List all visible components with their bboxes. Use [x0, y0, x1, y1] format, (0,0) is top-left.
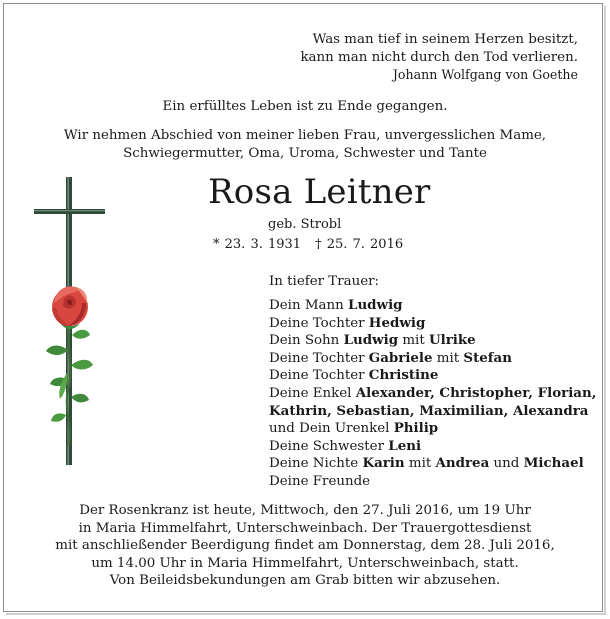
mourner-relation: Dein Mann — [269, 298, 349, 313]
mourner-relation: Deine Enkel — [269, 385, 356, 401]
mourner-relation: Deine Freunde — [269, 473, 371, 489]
mourner-relation: Dein Sohn — [269, 333, 344, 349]
mourners-list — [269, 297, 596, 491]
mourner-line — [269, 385, 596, 403]
mourner-line — [269, 403, 596, 421]
mourner-line — [269, 367, 596, 385]
mourner-relation: mit — [398, 333, 429, 349]
mourner-name: Stefan — [463, 349, 512, 366]
birth-date: * 23. 3. 1931 — [213, 237, 302, 252]
mourner-name: Alexander, Christopher, Florian, — [355, 384, 597, 401]
mourner-name: Andrea — [435, 455, 490, 472]
mourner-relation: und — [489, 456, 524, 472]
mourner-line — [269, 315, 596, 333]
intro-line-3: Schwiegermutter, Oma, Uroma, Schwester und Tante — [123, 146, 487, 161]
mourner-relation: mit — [432, 350, 464, 366]
cross-with-rose-image — [30, 175, 110, 474]
announcement-line: um 14.00 Uhr in Maria Himmelfahrt, Unterschweinbach, statt. — [91, 555, 519, 571]
mourner-name: Leni — [388, 437, 422, 454]
mourner-name: Michael — [523, 455, 584, 472]
goethe-quote — [300, 31, 578, 84]
mourner-line — [269, 438, 596, 456]
mourning-heading: In tiefer Trauer: — [269, 274, 380, 289]
life-dates — [213, 237, 403, 252]
mourner-name: Ludwig — [343, 332, 399, 349]
mourner-relation: Deine Tochter — [269, 315, 369, 331]
quote-line-2: kann man nicht durch den Tod verlieren. — [300, 49, 578, 65]
mourner-line — [269, 473, 596, 491]
mourner-name: Philip — [393, 420, 439, 437]
death-date: † 25. 7. 2016 — [315, 237, 404, 252]
mourner-name: Kathrin, Sebastian, Maximilian, Alexandra — [269, 402, 589, 419]
mourner-relation: mit — [404, 456, 436, 472]
announcement-line: Von Beileidsbekundungen am Grab bitten wir abzusehen. — [109, 573, 501, 589]
mourner-line — [269, 297, 596, 315]
mourner-name: Hedwig — [368, 314, 426, 331]
mourner-name: Christine — [368, 367, 439, 384]
announcement-line: Der Rosenkranz ist heute, Mittwoch, den 27. Juli 2016, um 19 Uhr — [79, 503, 531, 518]
mourner-relation: Deine Nichte — [269, 456, 363, 472]
mourner-relation: und Dein Urenkel — [269, 421, 394, 437]
quote-author: Johann Wolfgang von Goethe — [392, 67, 578, 82]
funeral-announcement — [0, 502, 610, 590]
mourner-relation: Deine Schwester — [269, 438, 389, 454]
intro-line-2: Wir nehmen Abschied von meiner lieben Frau, unvergesslichen Mame, — [63, 128, 547, 143]
mourner-name: Gabriele — [368, 349, 433, 366]
intro-paragraph — [0, 127, 610, 163]
deceased-name: Rosa Leitner — [208, 172, 431, 212]
mourner-line — [269, 350, 596, 368]
intro-line-1: Ein erfülltes Leben ist zu Ende gegangen. — [162, 99, 448, 114]
mourner-line — [269, 455, 596, 473]
cross-rose-icon — [30, 175, 110, 470]
mourner-name: Karin — [362, 455, 405, 472]
announcement-line: mit anschließender Beerdigung findet am Donnerstag, dem 28. Juli 2016, — [55, 538, 555, 554]
mourner-name: Ludwig — [348, 297, 403, 313]
mourner-name: Ulrike — [428, 332, 476, 349]
mourner-line — [269, 420, 596, 438]
announcement-line: in Maria Himmelfahrt, Unterschweinbach. Der Trauergottesdienst — [78, 520, 532, 536]
quote-line-1: Was man tief in seinem Herzen besitzt, — [312, 32, 578, 47]
mourner-relation: Deine Tochter — [269, 350, 369, 366]
mourner-line — [269, 332, 596, 350]
mourner-relation: Deine Tochter — [269, 368, 369, 384]
birth-name: geb. Strobl — [268, 217, 342, 232]
